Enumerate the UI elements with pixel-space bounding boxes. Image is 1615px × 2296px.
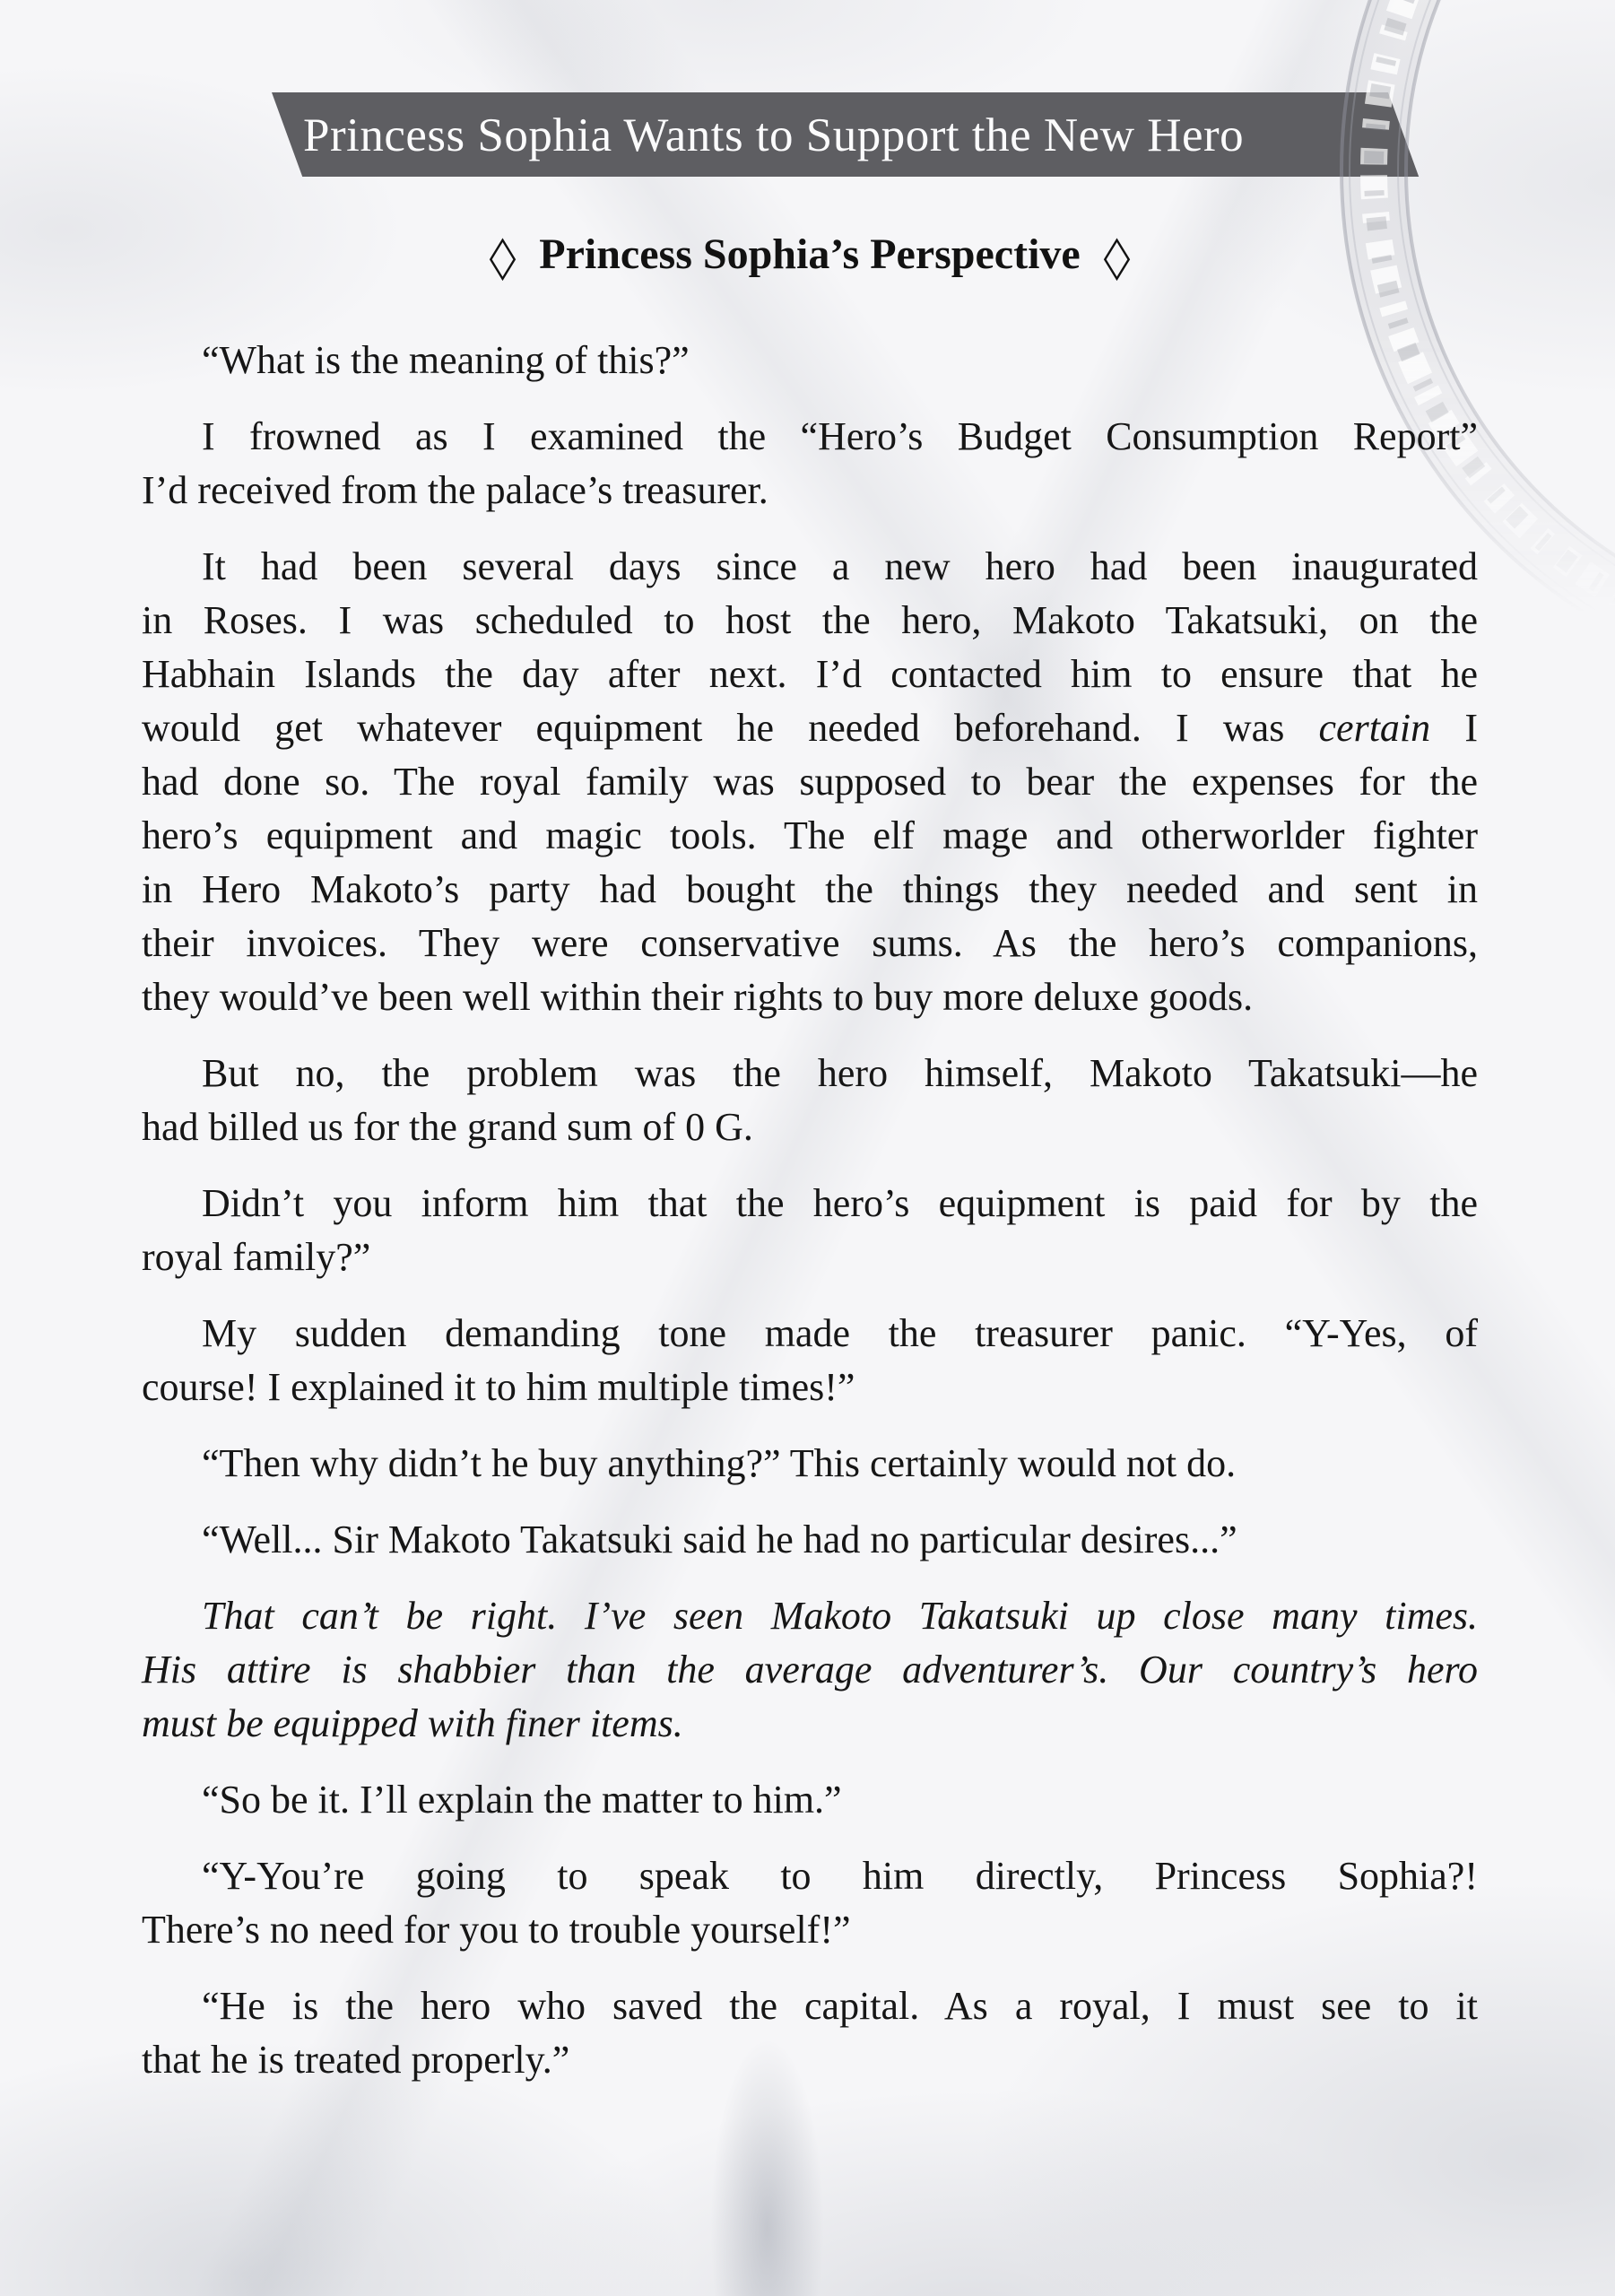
body-paragraph — [142, 410, 1478, 517]
text-run: that he is treated properly.” — [142, 2038, 570, 2082]
body-paragraph — [142, 1047, 1478, 1154]
text-line — [142, 1100, 1478, 1154]
text-line — [142, 970, 1478, 1024]
text-run: in Hero Makoto’s party had bought the things they needed and sent in — [142, 867, 1478, 911]
text-line — [142, 334, 1478, 387]
text-line — [142, 1589, 1478, 1643]
body-paragraph — [142, 1849, 1478, 1957]
body-paragraph — [142, 1177, 1478, 1284]
text-run: I frowned as I examined the “Hero’s Budget Consumption Report” — [202, 414, 1478, 458]
diamond-icon: ◇ — [490, 224, 517, 287]
diamond-icon: ◇ — [1103, 224, 1130, 287]
text-line — [142, 1513, 1478, 1567]
text-run: His attire is shabbier than the average adventurer’s. Our country’s hero — [142, 1648, 1478, 1692]
text-line — [142, 1307, 1478, 1361]
body-paragraph — [142, 1589, 1478, 1751]
body-paragraph — [142, 1307, 1478, 1414]
text-line — [142, 540, 1478, 594]
text-line — [142, 755, 1478, 809]
text-run: “He is the hero who saved the capital. As a royal, I must see to it — [202, 1984, 1478, 2028]
text-run: “Y-You’re going to speak to him directly, Princess Sophia?! — [202, 1854, 1478, 1898]
text-line — [142, 594, 1478, 648]
text-run: in Roses. I was scheduled to host the hero, Makoto Takatsuki, on the — [142, 598, 1478, 642]
text-line — [142, 1979, 1478, 2033]
text-line — [142, 701, 1478, 755]
text-line — [142, 1697, 1478, 1751]
text-run: their invoices. They were conservative sums. As the hero’s companions, — [142, 921, 1478, 965]
text-line — [142, 917, 1478, 970]
text-run: “Then why didn’t he buy anything?” This certainly would not do. — [202, 1441, 1237, 1485]
text-line — [142, 1643, 1478, 1697]
text-run: royal family?” — [142, 1235, 371, 1279]
text-block — [142, 334, 1478, 2109]
text-line — [142, 410, 1478, 464]
text-run: My sudden demanding tone made the treasurer panic. “Y-Yes, of — [202, 1311, 1478, 1355]
text-run: I — [1430, 706, 1478, 750]
text-line — [142, 1177, 1478, 1231]
body-paragraph — [142, 1979, 1478, 2087]
text-line — [142, 648, 1478, 701]
text-run: certain — [1318, 706, 1431, 750]
text-run: they would’ve been well within their rights to buy more deluxe goods. — [142, 975, 1254, 1019]
text-run: hero’s equipment and magic tools. The elf mage and otherworlder fighter — [142, 813, 1478, 857]
text-run: course! I explained it to him multiple times!” — [142, 1365, 855, 1409]
chapter-banner-title: Princess Sophia Wants to Support the New Hero — [303, 109, 1245, 161]
text-line — [142, 1231, 1478, 1284]
text-line — [142, 1773, 1478, 1827]
text-run: Didn’t you inform him that the hero’s equipment is paid for by the — [202, 1181, 1478, 1225]
body-paragraph — [142, 540, 1478, 1024]
text-run: had done so. The royal family was supposed to bear the expenses for the — [142, 760, 1478, 804]
text-line — [142, 1437, 1478, 1491]
body-paragraph — [142, 1513, 1478, 1567]
text-run: “Well... Sir Makoto Takatsuki said he had no particular desires...” — [202, 1518, 1237, 1561]
text-run: “So be it. I’ll explain the matter to him.” — [202, 1778, 842, 1822]
text-run: There’s no need for you to trouble yourself!” — [142, 1908, 851, 1952]
text-line — [142, 1047, 1478, 1100]
text-line — [142, 809, 1478, 863]
body-paragraph — [142, 1773, 1478, 1827]
text-run: I’d received from the palace’s treasurer. — [142, 468, 768, 512]
section-heading — [142, 226, 1478, 285]
text-run: Habhain Islands the day after next. I’d contacted him to ensure that he — [142, 652, 1478, 696]
text-run: would get whatever equipment he needed beforehand. I was — [142, 706, 1319, 750]
text-line — [142, 863, 1478, 917]
text-run: had billed us for the grand sum of 0 G. — [142, 1105, 753, 1149]
text-line — [142, 1903, 1478, 1957]
text-run: It had been several days since a new hero had been inaugurated — [202, 544, 1478, 588]
text-line — [142, 1849, 1478, 1903]
body-paragraph — [142, 334, 1478, 387]
text-run: “What is the meaning of this?” — [202, 338, 690, 382]
text-run: But no, the problem was the hero himself, Makoto Takatsuki—he — [202, 1051, 1478, 1095]
text-run: must be equipped with finer items. — [142, 1701, 683, 1745]
section-heading-text: Princess Sophia’s Perspective — [539, 230, 1081, 278]
body-paragraph — [142, 1437, 1478, 1491]
text-line — [142, 2033, 1478, 2087]
text-line — [142, 464, 1478, 517]
text-run: That can’t be right. I’ve seen Makoto Takatsuki up close many times. — [202, 1594, 1478, 1638]
text-line — [142, 1361, 1478, 1414]
